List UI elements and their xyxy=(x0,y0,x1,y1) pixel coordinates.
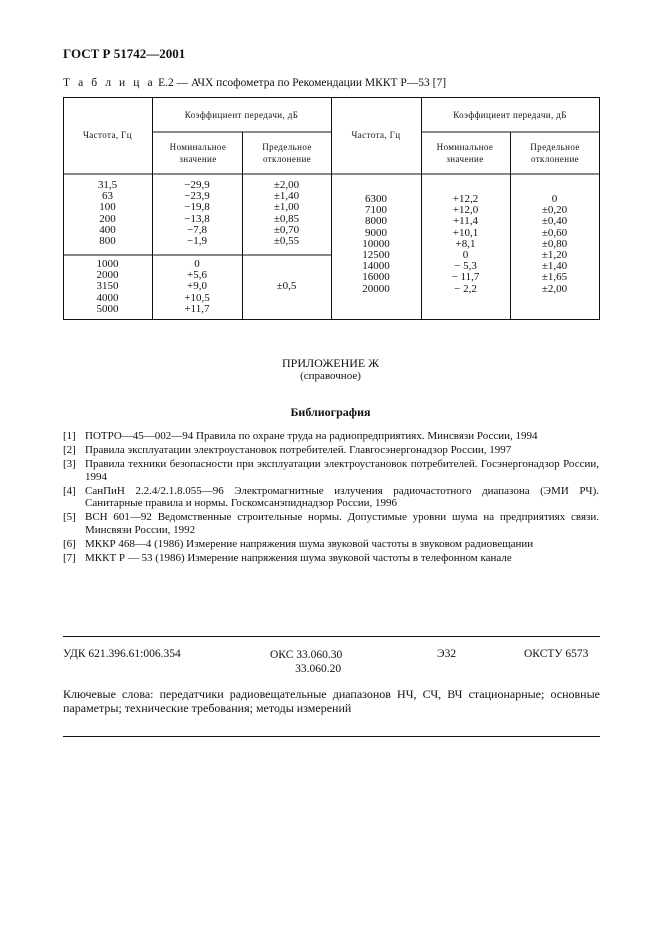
okc-code-primary: ОКС 33.060.30 xyxy=(270,649,343,661)
bibliography-item xyxy=(63,552,599,565)
frequency-response-table xyxy=(63,97,599,319)
left-group2-freq-column: 1000 2000 3150 4000 5000 xyxy=(96,258,119,315)
bibliography-item-text: Правила техники безопасности при эксплуатации электроустановок потребителей. Госэнергонадзор России, 1994 xyxy=(85,457,599,483)
footer-divider-top xyxy=(63,636,600,637)
bibliography-item-number: [3] xyxy=(63,457,76,470)
e-code: Э32 xyxy=(437,648,457,660)
bibliography-item xyxy=(63,538,599,551)
bibliography-item xyxy=(63,511,599,536)
bibliography-list xyxy=(63,430,599,566)
annex-subtitle: (справочное) xyxy=(300,370,361,382)
okstu-code: ОКСТУ 6573 xyxy=(524,648,589,660)
bibliography-item-text: ПОТРО—45—002—94 Правила по охране труда на радиопредприятиях. Минсвязи России, 1994 xyxy=(85,430,538,442)
bibliography-item xyxy=(63,458,599,483)
bibliography-item-text: СанПиН 2.2.4/2.1.8.055—96 Электромагнитные излучения радиочастотного диапазона (ЭМИ РЧ). Санитарные правила и нормы. Госкомсанэпиднадзор России, 1996 xyxy=(85,484,599,510)
right-freq-header: Частота, Гц xyxy=(351,130,401,140)
right-nominal-column: +12,2 +12,0 +11,4 +10,1 +8,1 0 − 5,3 − 11,7 − 2,2 xyxy=(451,193,480,295)
right-nominal-header: Номинальное значение xyxy=(436,142,494,164)
right-limit-column: 0 ±0,20 ±0,40 ±0,60 ±0,80 ±1,20 ±1,40 ±1,65 ±2,00 xyxy=(541,193,568,295)
bibliography-item-text: Правила эксплуатации электроустановок потребителей. Главгосэнергонадзор России, 1997 xyxy=(85,443,512,456)
left-freq-header: Частота, Гц xyxy=(83,130,132,140)
left-group1-nominal-column: −29,9 −23,9 −19,8 −13,8 −7,8 −1,9 xyxy=(184,179,210,248)
table-caption xyxy=(63,77,446,89)
bibliography-title: Библиография xyxy=(290,405,371,419)
bibliography-item xyxy=(63,444,599,457)
left-limit-header: Предельное отклонение xyxy=(262,142,312,164)
annex-title: ПРИЛОЖЕНИЕ Ж xyxy=(281,356,379,370)
udk-code: УДК 621.396.61:006.354 xyxy=(63,648,181,660)
document-code: ГОСТ Р 51742—2001 xyxy=(63,46,186,61)
footer-divider-bottom xyxy=(63,736,600,737)
table-caption-label: Т а б л и ц а xyxy=(63,77,156,89)
bibliography-item-text: МККТ Р — 53 (1986) Измерение напряжения шума звуковой частоты в телефонном канале xyxy=(85,551,512,564)
right-limit-header: Предельное отклонение xyxy=(530,142,580,164)
okc-codes xyxy=(270,648,342,676)
bibliography-item-number: [1] xyxy=(63,430,76,442)
bibliography-item-text: ВСН 601—92 Ведомственные строительные нормы. Допустимые уровни шума на предприятиях связи. Минсвязи России, 1992 xyxy=(85,511,599,536)
left-group1-limit-column: ±2,00 ±1,40 ±1,00 ±0,85 ±0,70 ±0,55 xyxy=(273,179,300,248)
table-caption-text: Е.2 — АЧХ псофометра по Рекомендации МККТ Р—53 [7] xyxy=(158,77,447,89)
okc-code-secondary: 33.060.20 xyxy=(295,663,342,675)
bibliography-item-number: [4] xyxy=(63,484,76,497)
keywords: Ключевые слова: передатчики радиовещательные диапазонов НЧ, СЧ, ВЧ стационарные; основные параметры; технические требования; методы измерений xyxy=(63,687,600,715)
bibliography-item-text: МККР 468—4 (1986) Измерение напряжения шума звуковой частоты в звуковом радиовещании xyxy=(85,537,534,550)
left-nominal-header: Номинальное значение xyxy=(169,142,227,164)
bibliography-item-number: [2] xyxy=(63,443,76,456)
right-freq-column: 6300 7100 8000 9000 10000 12500 14000 16000 20000 xyxy=(362,193,390,295)
left-group1-freq-column: 31,5 63 100 200 400 800 xyxy=(97,179,118,248)
left-group2-limit-cell: ±0,5 xyxy=(276,280,297,292)
right-coef-header: Коэффициент передачи, дБ xyxy=(453,110,567,120)
left-group2-nominal-column: 0 +5,6 +9,0 +10,5 +11,7 xyxy=(184,258,210,315)
bibliography-item xyxy=(63,485,599,510)
bibliography-item xyxy=(63,430,599,443)
bibliography-item-number: [7] xyxy=(63,551,76,564)
bibliography-item-number: [6] xyxy=(63,537,76,550)
bibliography-item-number: [5] xyxy=(63,511,76,524)
left-coef-header: Коэффициент передачи, дБ xyxy=(184,110,299,120)
